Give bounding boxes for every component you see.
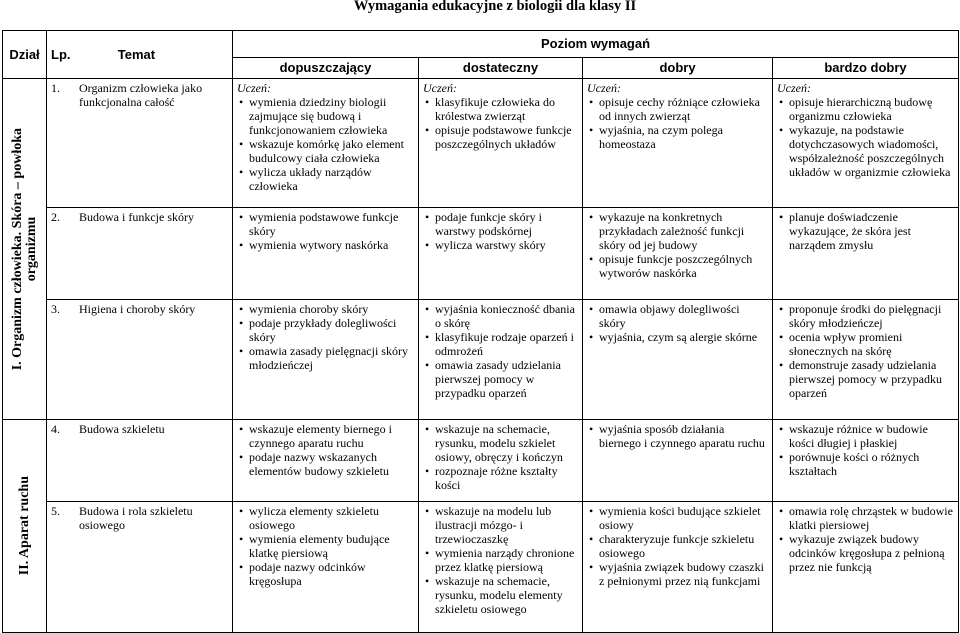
list-item: • wylicza układy narządów człowieka — [249, 165, 414, 193]
list-item: • wskazuje komórkę jako element budulcowy ciała człowieka — [249, 137, 414, 165]
uczen-label: Uczeń: — [423, 81, 457, 95]
dob-cell — [583, 502, 773, 633]
list-item: • wymienia narządy chronione przez klatkę piersiową — [435, 546, 578, 574]
section-1-cell — [3, 79, 47, 420]
list-item: • porównuje kości o różnych kształtach — [789, 450, 954, 478]
list-item: • wskazuje różnice w budowie kości długiej i płaskiej — [789, 422, 954, 450]
list-item: • rozpoznaje różne kształty kości — [435, 464, 578, 492]
list-item: • wykazuje, na podstawie dotychczasowych wiadomości, współzależność poszczególnych układów w organizmie człowieka — [789, 123, 954, 179]
list-item: • podaje nazwy wskazanych elementów budowy szkieletu — [249, 450, 414, 478]
header-poziom: Poziom wymagań — [233, 31, 959, 58]
list-item: • podaje nazwy odcinków kręgosłupa — [249, 560, 414, 588]
dost-cell — [419, 208, 583, 299]
dop-cell — [233, 502, 419, 633]
section-2-title: II. Aparat ruchu — [16, 476, 32, 576]
list-item: • klasyfikuje rodzaje oparzeń i odmrożeń — [435, 330, 578, 358]
list-item: • wymienia podstawowe funkcje skóry — [249, 210, 414, 238]
list-item: • wyjaśnia sposób działania biernego i czynnego aparatu ruchu — [599, 422, 768, 450]
list-item: • wymienia wytwory naskórka — [249, 238, 414, 252]
list-item: • wyjaśnia konieczność dbania o skórę — [435, 302, 578, 330]
bdb-cell — [773, 502, 959, 633]
topic-cell: 4. Budowa szkieletu — [47, 420, 233, 502]
table-row — [3, 79, 959, 208]
list-item: • opisuje hierarchiczną budowę organizmu człowieka — [789, 95, 954, 123]
list-item: • proponuje środki do pielęgnacji skóry młodzieńczej — [789, 302, 954, 330]
bdb-cell — [773, 79, 959, 208]
table-row — [3, 420, 959, 502]
list-item: • demonstruje zasady udzielania pierwszej pomocy w przypadku oparzeń — [789, 358, 954, 400]
list-item: • wskazuje elementy biernego i czynnego aparatu ruchu — [249, 422, 414, 450]
list-item: • omawia zasady pielęgnacji skóry młodzieńczej — [249, 344, 414, 372]
list-item: • podaje funkcje skóry i warstwy podskórnej — [435, 210, 578, 238]
header-level-4: bardzo dobry — [773, 58, 959, 79]
dost-cell — [419, 79, 583, 208]
header-level-3: dobry — [583, 58, 773, 79]
list-item: • klasyfikuje człowieka do królestwa zwierząt — [435, 95, 578, 123]
list-item: • wyjaśnia, czym są alergie skórne — [599, 330, 768, 344]
list-item: • omawia objawy dolegliwości skóry — [599, 302, 768, 330]
header-lp: Lp. — [51, 46, 71, 62]
list-item: • planuje doświadczenie wykazujące, że skóra jest narządem zmysłu — [789, 210, 954, 252]
dop-cell — [233, 420, 419, 502]
topic-cell: 5. Budowa i rola szkieletu osiowego — [47, 502, 233, 633]
dop-cell — [233, 79, 419, 208]
list-item: • opisuje cechy różniące człowieka od innych zwierząt — [599, 95, 768, 123]
table-row — [3, 208, 959, 299]
document-title: Wymagania edukacyjne z biologii dla klasy II — [353, 0, 637, 14]
list-item: • opisuje funkcje poszczególnych wytworów naskórka — [599, 252, 768, 280]
dop-cell — [233, 208, 419, 299]
list-item: • ocenia wpływ promieni słonecznych na skórę — [789, 330, 954, 358]
list-item: • wylicza warstwy skóry — [435, 238, 578, 252]
uczen-label: Uczeń: — [587, 81, 621, 95]
list-item: • wylicza elementy szkieletu osiowego — [249, 504, 414, 532]
header-level-1: dopuszczający — [233, 58, 419, 79]
list-item: • wyjaśnia, na czym polega homeostaza — [599, 123, 768, 151]
list-item: • wskazuje na schemacie, rysunku, modelu szkielet osiowy, obręczy i kończyn — [435, 422, 578, 464]
list-item: • podaje przykłady dolegliwości skóry — [249, 316, 414, 344]
list-item: • opisuje podstawowe funkcje poszczególnych układów — [435, 123, 578, 151]
list-item: • wyjaśnia związek budowy czaszki z pełnionymi przez nią funkcjami — [599, 560, 768, 588]
header-dzial: Dział — [3, 31, 47, 79]
section-2-cell — [3, 420, 47, 633]
list-item: • omawia zasady udzielania pierwszej pomocy w przypadku oparzeń — [435, 358, 578, 400]
list-item: • wymienia kości budujące szkielet osiowy — [599, 504, 768, 532]
bdb-cell — [773, 420, 959, 502]
list-item: • wskazuje na schemacie, rysunku, modelu elementy szkieletu osiowego — [435, 574, 578, 616]
header-level-2: dostateczny — [419, 58, 583, 79]
list-item: • wymienia choroby skóry — [249, 302, 414, 316]
dob-cell — [583, 208, 773, 299]
dost-cell — [419, 502, 583, 633]
uczen-label: Uczeń: — [777, 81, 811, 95]
header-lp-temat — [47, 31, 233, 79]
table-row — [3, 502, 959, 633]
bdb-cell — [773, 299, 959, 420]
dob-cell — [583, 79, 773, 208]
header-temat: Temat — [117, 46, 156, 62]
topic-cell: 3. Higiena i choroby skóry — [47, 299, 233, 420]
requirements-table — [2, 30, 959, 633]
section-1-title: I. Organizm człowieka. Skóra – powłoka organizmu — [9, 127, 39, 371]
topic-cell: 2. Budowa i funkcje skóry — [47, 208, 233, 299]
dost-cell — [419, 299, 583, 420]
bdb-cell — [773, 208, 959, 299]
dob-cell — [583, 299, 773, 420]
list-item: • wykazuje związek budowy odcinków kręgosłupa z pełnioną przez nie funkcją — [789, 532, 954, 574]
list-item: • wykazuje na konkretnych przykładach zależność funkcji skóry od jej budowy — [599, 210, 768, 252]
list-item: • omawia rolę chrząstek w budowie klatki piersiowej — [789, 504, 954, 532]
table-row — [3, 299, 959, 420]
dop-cell — [233, 299, 419, 420]
dost-cell — [419, 420, 583, 502]
list-item: • wymienia elementy budujące klatkę piersiową — [249, 532, 414, 560]
list-item: • wskazuje na modelu lub ilustracji mózgo- i trzewioczaszkę — [435, 504, 578, 546]
dob-cell — [583, 420, 773, 502]
topic-cell: 1. Organizm człowieka jako funkcjonalna całość — [47, 79, 233, 208]
uczen-label: Uczeń: — [237, 81, 271, 95]
list-item: • wymienia dziedziny biologii zajmujące się budową i funkcjonowaniem człowieka — [249, 95, 414, 137]
list-item: • charakteryzuje funkcje szkieletu osiowego — [599, 532, 768, 560]
